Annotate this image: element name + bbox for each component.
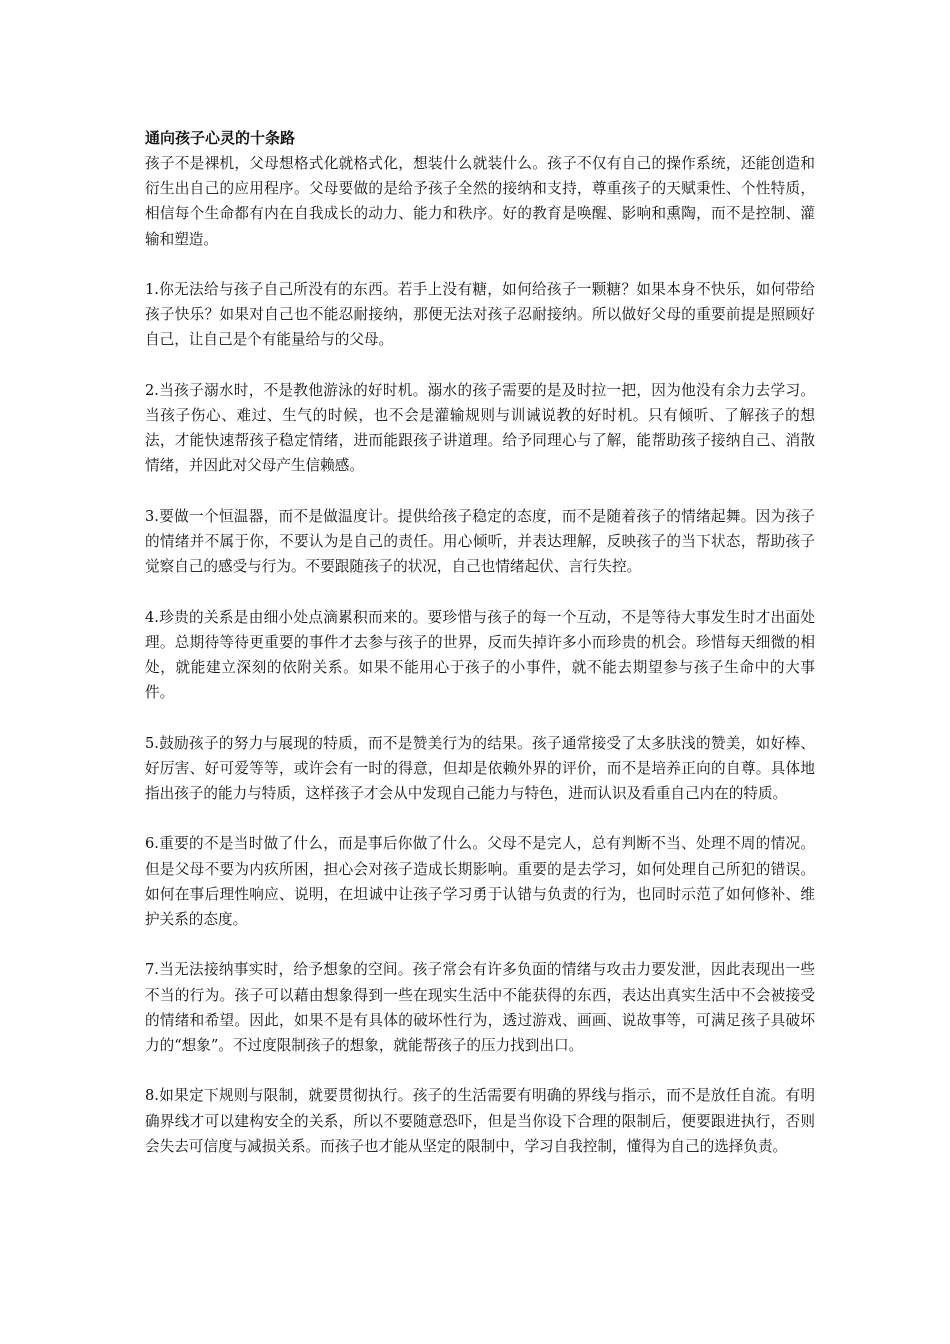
point-3-paragraph: 3.要做一个恒温器，而不是做温度计。提供给孩子稳定的态度，而不是随着孩子的情绪起舞。因为孩子的情绪并不属于你，不要认为是自己的责任。用心倾听，并表达理解，反映孩子的当下状态，帮助孩子觉察自己的感受与行为。不要跟随孩子的状况，自己也情绪起伏、言行失控。 bbox=[145, 507, 815, 576]
point-5-paragraph: 5.鼓励孩子的努力与展现的特质，而不是赞美行为的结果。孩子通常接受了太多肤浅的赞美，如好棒、好厉害、好可爱等等，或许会有一时的得意，但却是依赖外界的评价，而不是培养正向的自尊。具体地指出孩子的能力与特质，这样孩子才会从中发现自己能力与特色，进而认识及看重自己内在的特质。 bbox=[145, 734, 815, 802]
point-8-paragraph: 8.如果定下规则与限制，就要贯彻执行。孩子的生活需要有明确的界线与指示，而不是放任自流。有明确界线才可以建构安全的关系，所以不要随意恐吓，但是当你设下合理的限制后，便要跟进执行，否则会失去可信度与减损关系。而孩子也才能从坚定的限制中，学习自我控制，懂得为自己的选择负责。 bbox=[145, 1087, 815, 1155]
point-4-paragraph: 4.珍贵的关系是由细小处点滴累积而来的。要珍惜与孩子的每一个互动，不是等待大事发生时才出面处理。总期待等待更重要的事件才去参与孩子的世界，反而失掉许多小而珍贵的机会。珍惜每天细微的相处，就能建立深刻的依附关系。如果不能用心于孩子的小事件，就不能去期望参与孩子生命中的大事件。 bbox=[145, 608, 815, 702]
point-6-paragraph: 6.重要的不是当时做了什么，而是事后你做了什么。父母不是完人，总有判断不当、处理不周的情况。但是父母不要为内疚所困，担心会对孩子造成长期影响。重要的是去学习，如何处理自己所犯的错误。如何在事后理性响应、说明，在坦诚中让孩子学习勇于认错与负责的行为，也同时示范了如何修补、维护关系的态度。 bbox=[145, 835, 815, 928]
point-1-paragraph: 1.你无法给与孩子自己所没有的东西。若手上没有糖，如何给孩子一颗糖？如果本身不快乐，如何带给孩子快乐？如果对自己也不能忍耐接纳，那便无法对孩子忍耐接纳。所以做好父母的重要前提是照顾好自己，让自己是个有能量给与的父母。 bbox=[145, 281, 815, 349]
document-title: 通向孩子心灵的十条路 bbox=[145, 129, 296, 147]
intro-paragraph: 孩子不是裸机，父母想格式化就格式化，想装什么就装什么。孩子不仅有自己的操作系统，还能创造和衍生出自己的应用程序。父母要做的是给予孩子全然的接纳和支持，尊重孩子的天赋秉性、个性特质，相信每个生命都有内在自我成长的动力、能力和秩序。好的教育是唤醒、影响和熏陶，而不是控制、灌输和塑造。 bbox=[145, 155, 815, 248]
point-2-paragraph: 2.当孩子溺水时，不是教他游泳的好时机。溺水的孩子需要的是及时拉一把，因为他没有余力去学习。当孩子伤心、难过、生气的时候，也不会是灌输规则与训诫说教的好时机。只有倾听、了解孩子的想法，才能快速帮孩子稳定情绪，进而能跟孩子讲道理。给予同理心与了解，能帮助孩子接纳自己、消散情绪，并因此对父母产生信赖感。 bbox=[145, 381, 815, 475]
point-7-paragraph: 7.当无法接纳事实时，给予想象的空间。孩子常会有许多负面的情绪与攻击力要发泄，因此表现出一些不当的行为。孩子可以藉由想象得到一些在现实生活中不能获得的东西，表达出真实生活中不会被接受的情绪和希望。因此，如果不是有具体的破坏性行为，透过游戏、画画、说故事等，可满足孩子具破坏力的“想象”。不过度限制孩子的想象，就能帮孩子的压力找到出口。 bbox=[145, 961, 815, 1054]
document-body bbox=[145, 126, 815, 1184]
